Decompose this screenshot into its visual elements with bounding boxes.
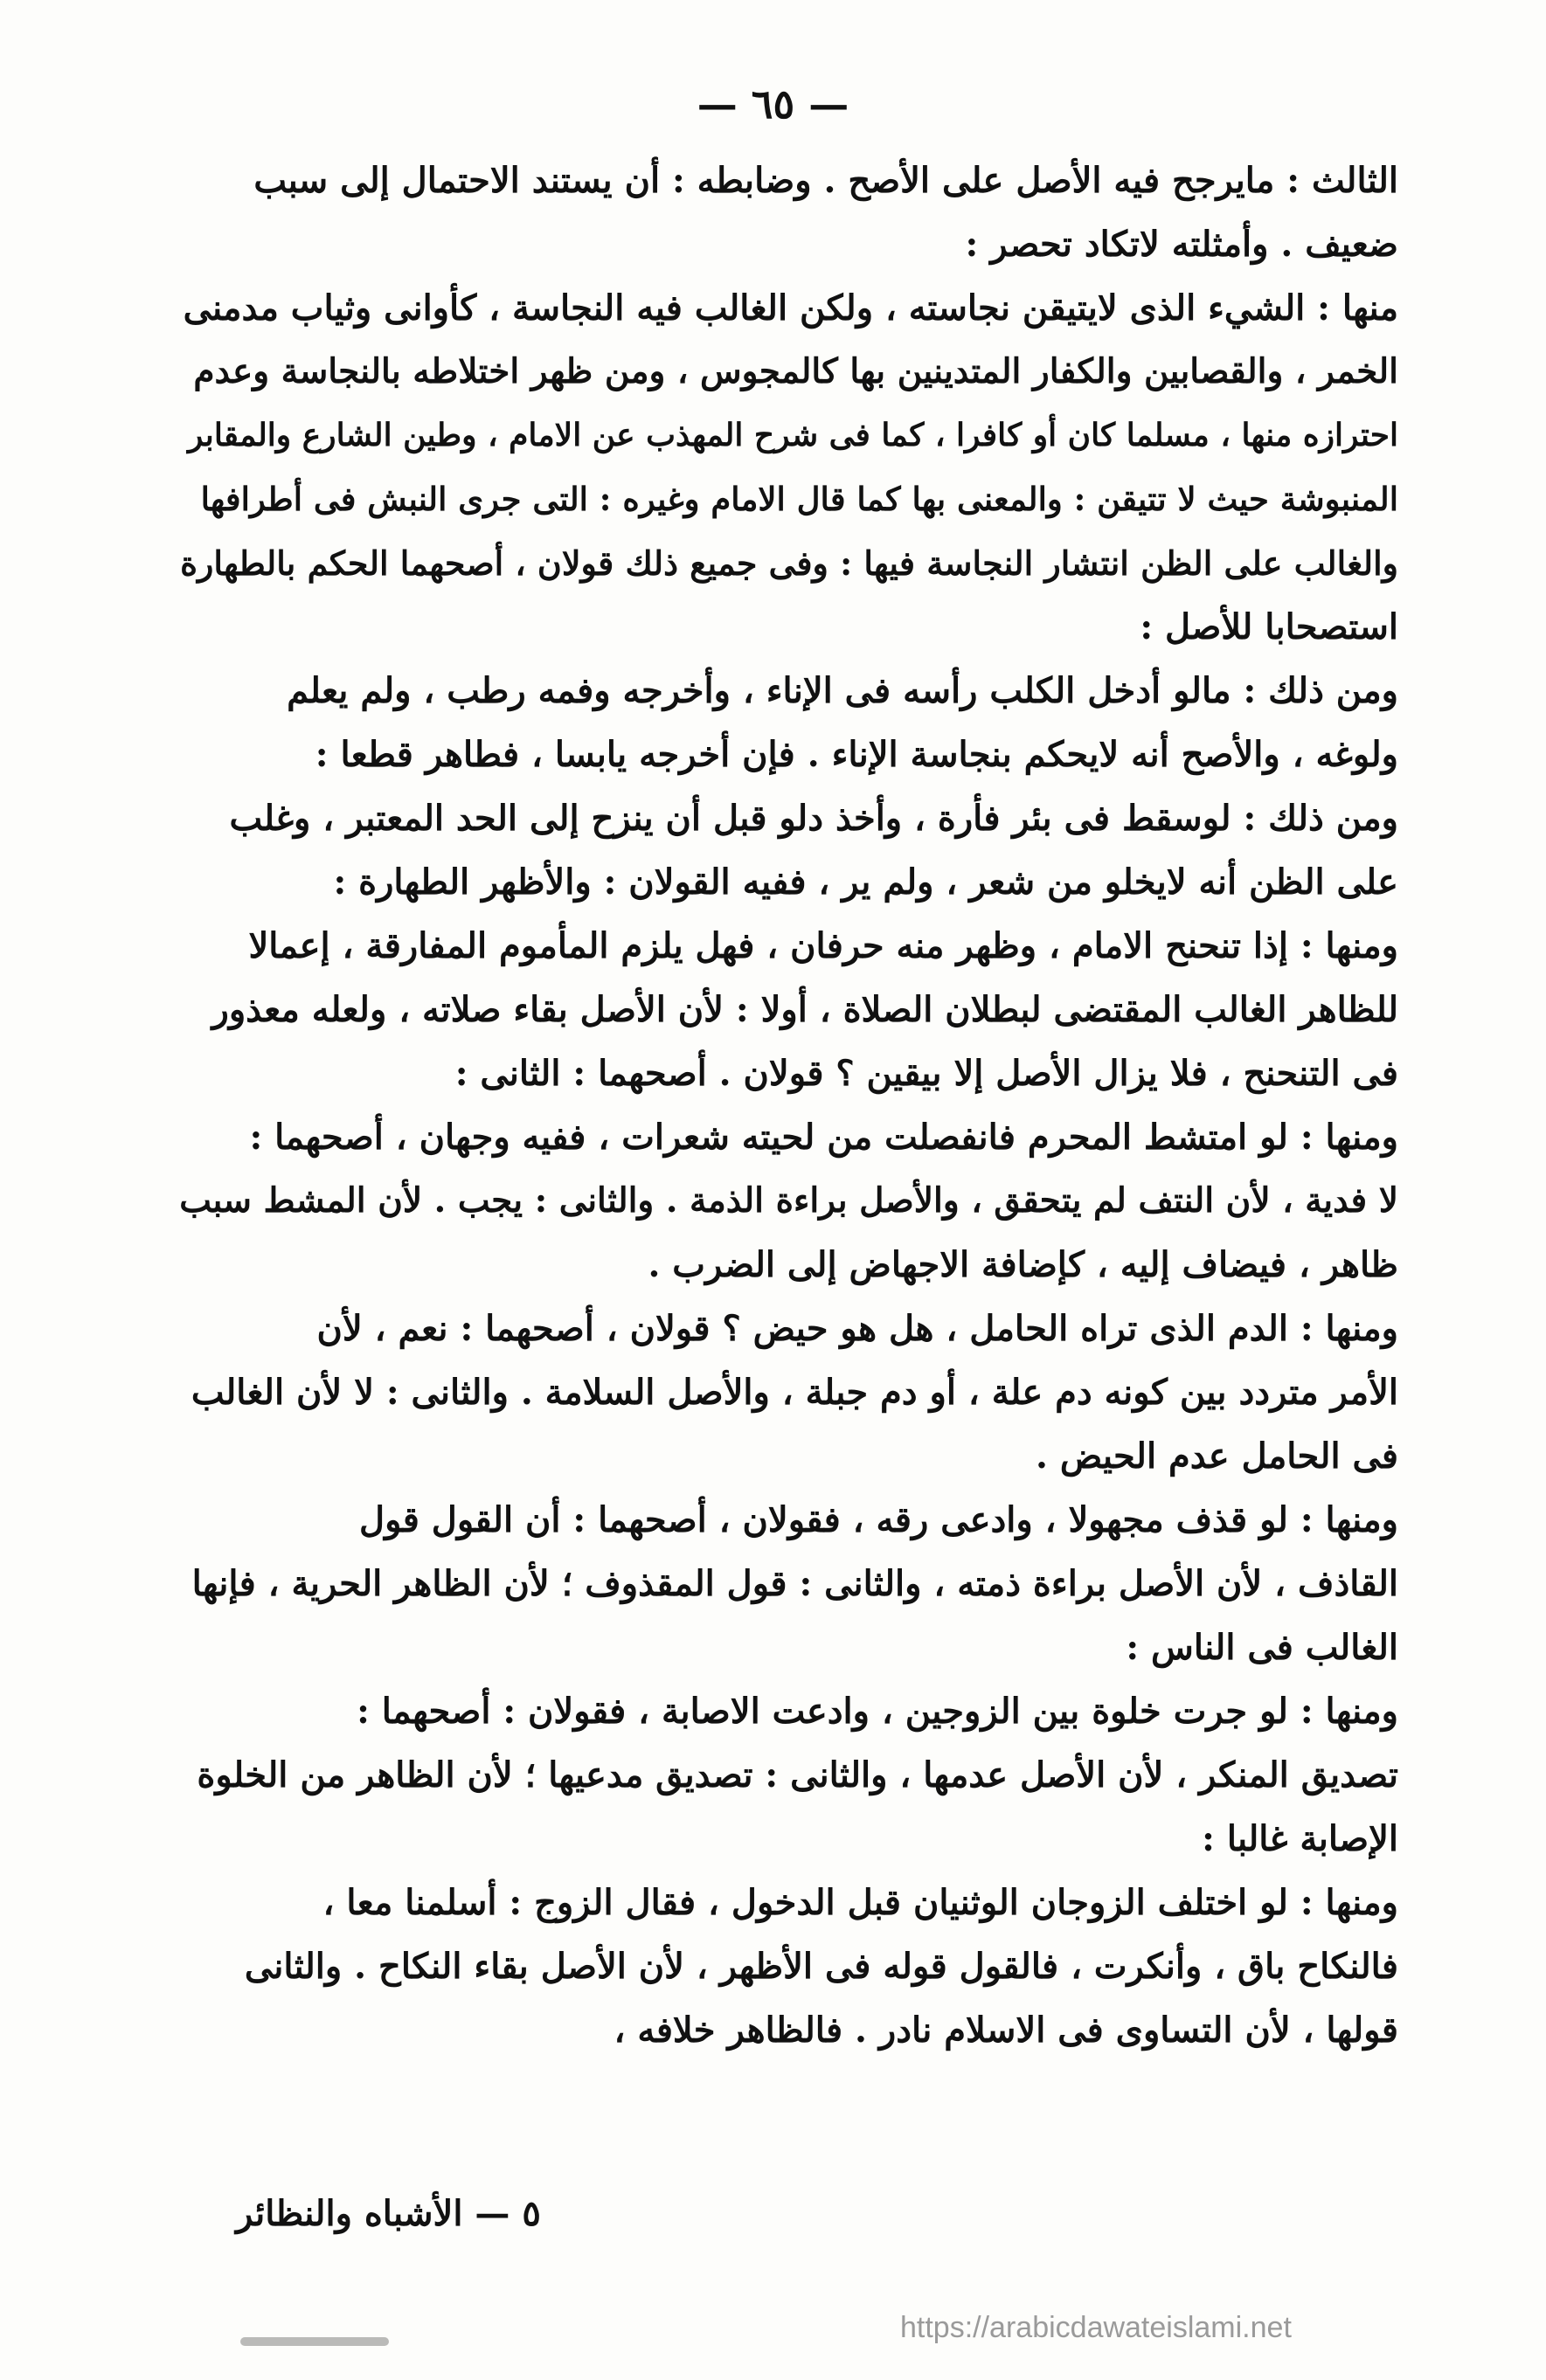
text-line: ولوغه ، والأصح أنه لايحكم بنجاسة الإناء . فإن أخرجه يابسا ، فطاهر قطعا : [315,734,1398,775]
text-line: ومن ذلك : مالو أدخل الكلب رأسه فى الإناء ، وأخرجه وفمه رطب ، ولم يعلم [287,670,1398,711]
text-line: ومنها : لو جرت خلوة بين الزوجين ، وادعت الاصابة ، فقولان : أصحهما : [357,1691,1398,1732]
watermark-url: https://arabicdawateislami.net [900,2311,1292,2344]
text-line: ظاهر ، فيضاف إليه ، كإضافة الاجهاض إلى الضرب . [648,1244,1398,1285]
text-line: الثالث : مايرجح فيه الأصل على الأصح . وضابطه : أن يستند الاحتمال إلى سبب [253,160,1398,201]
text-line: فى التنحنح ، فلا يزال الأصل إلا بيقين ؟ قولان . أصحهما : الثانى : [454,1053,1398,1094]
text-line: قولها ، لأن التساوى فى الاسلام نادر . فالظاهر خلافه ، [614,2010,1398,2051]
body-text [179,149,1398,2062]
text-line: ومنها : لو اختلف الزوجان الوثنيان قبل الدخول ، فقال الزوج : أسلمنا معا ، [322,1882,1398,1923]
text-line: والغالب على الظن انتشار النجاسة فيها : وفى جميع ذلك قولان ، أصحهما الحكم بالطهارة [180,543,1398,583]
text-line: الأمر متردد بين كونه دم علة ، أو دم جبلة ، والأصل السلامة . والثانى : لا لأن الغالب [191,1372,1398,1413]
text-line: ومنها : لو قذف مجهولا ، وادعى رقه ، فقولان ، أصحهما : أن القول قول [359,1499,1398,1540]
text-line: القاذف ، لأن الأصل براءة ذمته ، والثانى : قول المقذوف ؛ لأن الظاهر الحرية ، فإنها [191,1563,1398,1604]
text-line: ومنها : لو امتشط المحرم فانفصلت من لحيته شعرات ، ففيه وجهان ، أصحهما : [249,1117,1398,1158]
text-line: لا فدية ، لأن النتف لم يتحقق ، والأصل براءة الذمة . والثانى : يجب . لأن المشط سبب [179,1180,1398,1221]
text-line: تصديق المنكر ، لأن الأصل عدمها ، والثانى : تصديق مدعيها ؛ لأن الظاهر من الخلوة [197,1754,1398,1795]
text-line: استصحابا للأصل : [1140,606,1398,647]
text-line: الإصابة غالبا : [1202,1818,1398,1859]
text-line: فى الحامل عدم الحيض . [1036,1436,1398,1477]
text-line: ومنها : إذا تنحنح الامام ، وظهر منه حرفان ، فهل يلزم المأموم المفارقة ، إعمالا [248,925,1398,966]
text-line: الغالب فى الناس : [1126,1627,1398,1668]
text-line: احترازه منها ، مسلما كان أو كافرا ، كما فى شرح المهذب عن الامام ، وطين الشارع والمقابر [187,417,1398,453]
ink-mark [240,2337,389,2346]
text-line: ومنها : الدم الذى تراه الحامل ، هل هو حيض ؟ قولان ، أصحهما : نعم ، لأن [316,1308,1398,1349]
text-line: على الظن أنه لايخلو من شعر ، ولم ير ، ففيه القولان : والأظهر الطهارة : [333,861,1398,903]
text-line: المنبوشة حيث لا تتيقن : والمعنى بها كما قال الامام وغيره : التى جرى النبش فى أطرافها [200,480,1398,518]
text-line: منها : الشيء الذى لايتيقن نجاسته ، ولكن الغالب فيه النجاسة ، كأوانى وثياب مدمنى [183,287,1398,329]
text-line: فالنكاح باق ، وأنكرت ، فالقول قوله فى الأظهر ، لأن الأصل بقاء النكاح . والثانى [244,1946,1398,1987]
footer-signature: ٥ — الأشباه والنظائر [236,2193,541,2234]
text-line: الخمر ، والقصابين والكفار المتدينين بها كالمجوس ، ومن ظهر اختلاطه بالنجاسة وعدم [193,351,1398,391]
text-line: للظاهر الغالب المقتضى لبطلان الصلاة ، أولا : لأن الأصل بقاء صلاته ، ولعله معذور [211,989,1398,1030]
text-line: ومن ذلك : لوسقط فى بئر فأرة ، وأخذ دلو قبل أن ينزح إلى الحد المعتبر ، وغلب [229,798,1398,839]
text-line: ضعيف . وأمثلته لاتكاد تحصر : [965,224,1398,265]
page-number: — ٦٥ — [697,80,849,128]
